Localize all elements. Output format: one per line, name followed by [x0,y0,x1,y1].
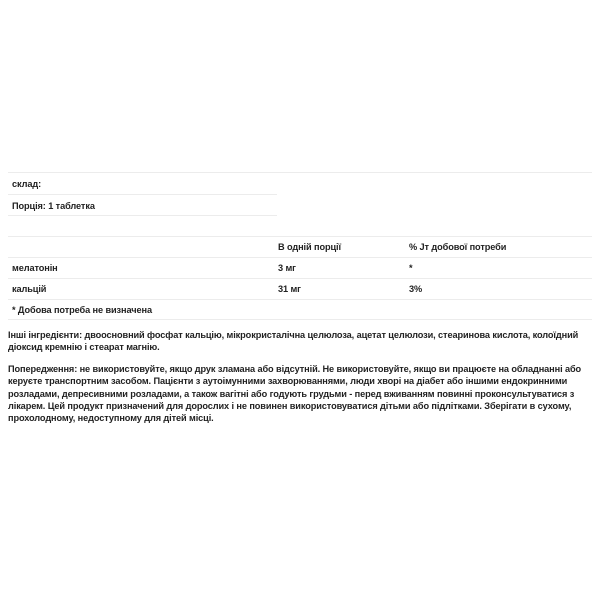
ingredient-name: кальцій [12,284,47,294]
header-daily-value: % Јт добової потреби [409,242,507,252]
other-ingredients: Інші інгредієнти: двоосновний фосфат кальцію, мікрокристалічна целюлоза, ацетат целюлози, стеаринова кислота, колоїдний діоксид кремнію і стеарат магнію. [8,330,579,353]
ingredient-name: мелатонін [12,263,58,273]
ingredient-daily-value: * [409,263,413,273]
spacer [8,216,592,236]
ingredient-amount: 3 мг [278,263,296,273]
header-name [8,237,278,257]
warning-text: Попередження: не використовуйте, якщо друк зламана або відсутній. Не використовуйте, якщо ви працюєте на обладнанні або керуєте транспортним засобом. Пацієнти з аутоімунними захворюваннями, люди хворі на діабет або іншими ендокринними розладами, депресивними розладами, а також вагітні або годують грудьми - перед вживанням повинні проконсультуватися з лікарем. Цей продукт призначений для дорослих і не повинен використовуватися дітьми або підлітками. Зберігати в сухому, прохолодному, недоступному для дітей місці. [8,364,582,424]
header-amount: В одній порції [278,242,341,252]
serving-size: Порція: 1 таблетка [8,194,277,216]
table-header [8,236,592,257]
composition-title: склад: [8,172,592,194]
ingredient-amount: 31 мг [278,284,301,294]
table-row [8,278,592,299]
supplement-facts [8,172,592,320]
ingredient-daily-value: 3% [409,284,423,294]
footnote: * Добова потреба не визначена [8,299,592,320]
table-row [8,257,592,278]
